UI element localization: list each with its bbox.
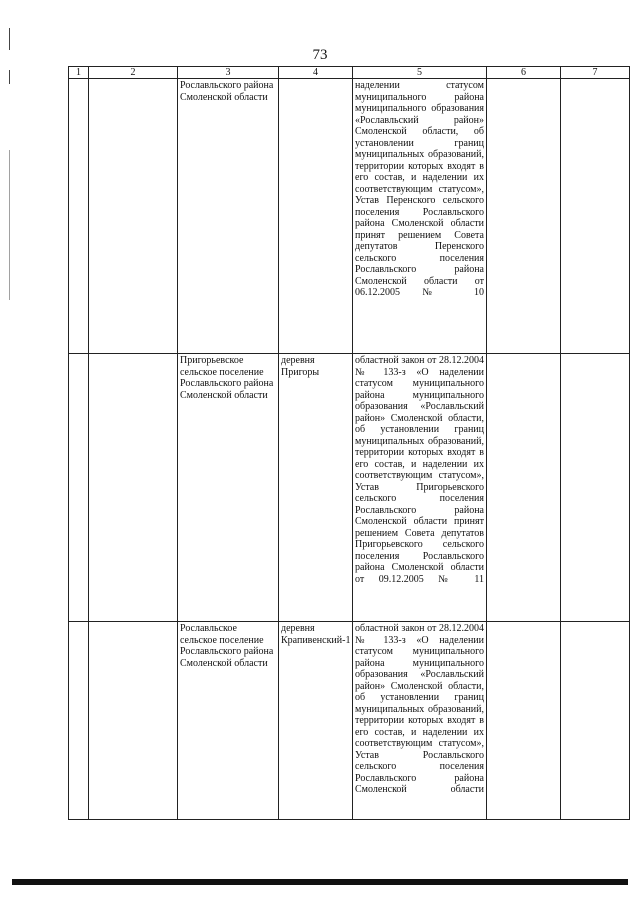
scan-margin-mark (9, 28, 10, 50)
table-cell (561, 622, 630, 820)
page-number: 73 (312, 47, 328, 63)
table-cell (69, 622, 89, 820)
table-cell (561, 354, 630, 622)
table-cell (89, 79, 178, 354)
document-table (68, 66, 630, 820)
table-cell-municipality: Рославльское сельское поселение Рославльского района Смоленской области (178, 622, 279, 820)
column-header: 1 (69, 67, 89, 79)
table-header-row (69, 67, 630, 79)
table-cell (69, 354, 89, 622)
scan-margin-mark (9, 70, 10, 84)
table-cell (89, 354, 178, 622)
table-cell (487, 354, 561, 622)
table-cell-center: деревня Пригоры (279, 354, 353, 622)
table-cell-municipality: Рославльского района Смоленской области (178, 79, 279, 354)
table-cell (69, 79, 89, 354)
table-cell-center (279, 79, 353, 354)
column-header: 5 (353, 67, 487, 79)
table-cell-legal-basis: областной закон от 28.12.2004 № 133-з «О наделении статусом муниципального района муниципального образования «Рославльский район» Смоленской области, об установлении границ муниципальных образований, территории которых входят в его состав, и наделении их соответствующим статусом», Устав Рославльского сельского поселения Рославльского района Смоленской области (353, 622, 487, 820)
column-header: 7 (561, 67, 630, 79)
table-cell-municipality: Пригорьевское сельское поселение Рославльского района Смоленской области (178, 354, 279, 622)
table-row (69, 622, 630, 820)
table-cell-legal-basis: наделении статусом муниципального района муниципального образования «Рославльский район» Смоленской области, об установлении границ муниципальных образований, территории которых входят в его состав, и наделении их соответствующим статусом», Устав Перенского сельского поселения Рославльского района Смоленской области принят решением Совета депутатов Перенского сельского поселения Рославльского района Смоленской области от 06.12.2005 № 10 (353, 79, 487, 354)
column-header: 6 (487, 67, 561, 79)
table-cell-center: деревня Крапивенский-1 (279, 622, 353, 820)
scan-bottom-edge (12, 879, 628, 885)
table-cell (561, 79, 630, 354)
table-cell (487, 79, 561, 354)
column-header: 2 (89, 67, 178, 79)
column-header: 3 (178, 67, 279, 79)
scan-margin-mark (9, 150, 10, 300)
table-cell (89, 622, 178, 820)
table-cell-legal-basis: областной закон от 28.12.2004 № 133-з «О наделении статусом муниципального района муниципального образования «Рославльский район» Смоленской области, об установлении границ муниципальных образований, территории которых входят в его состав, и наделении их соответствующим статусом», Устав Пригорьевского сельского поселения Рославльского района Смоленской области принят решением Совета депутатов Пригорьевского сельского поселения Рославльского района Смоленской области от 09.12.2005 № 11 (353, 354, 487, 622)
table-cell (487, 622, 561, 820)
column-header: 4 (279, 67, 353, 79)
table-row (69, 79, 630, 354)
table-row (69, 354, 630, 622)
